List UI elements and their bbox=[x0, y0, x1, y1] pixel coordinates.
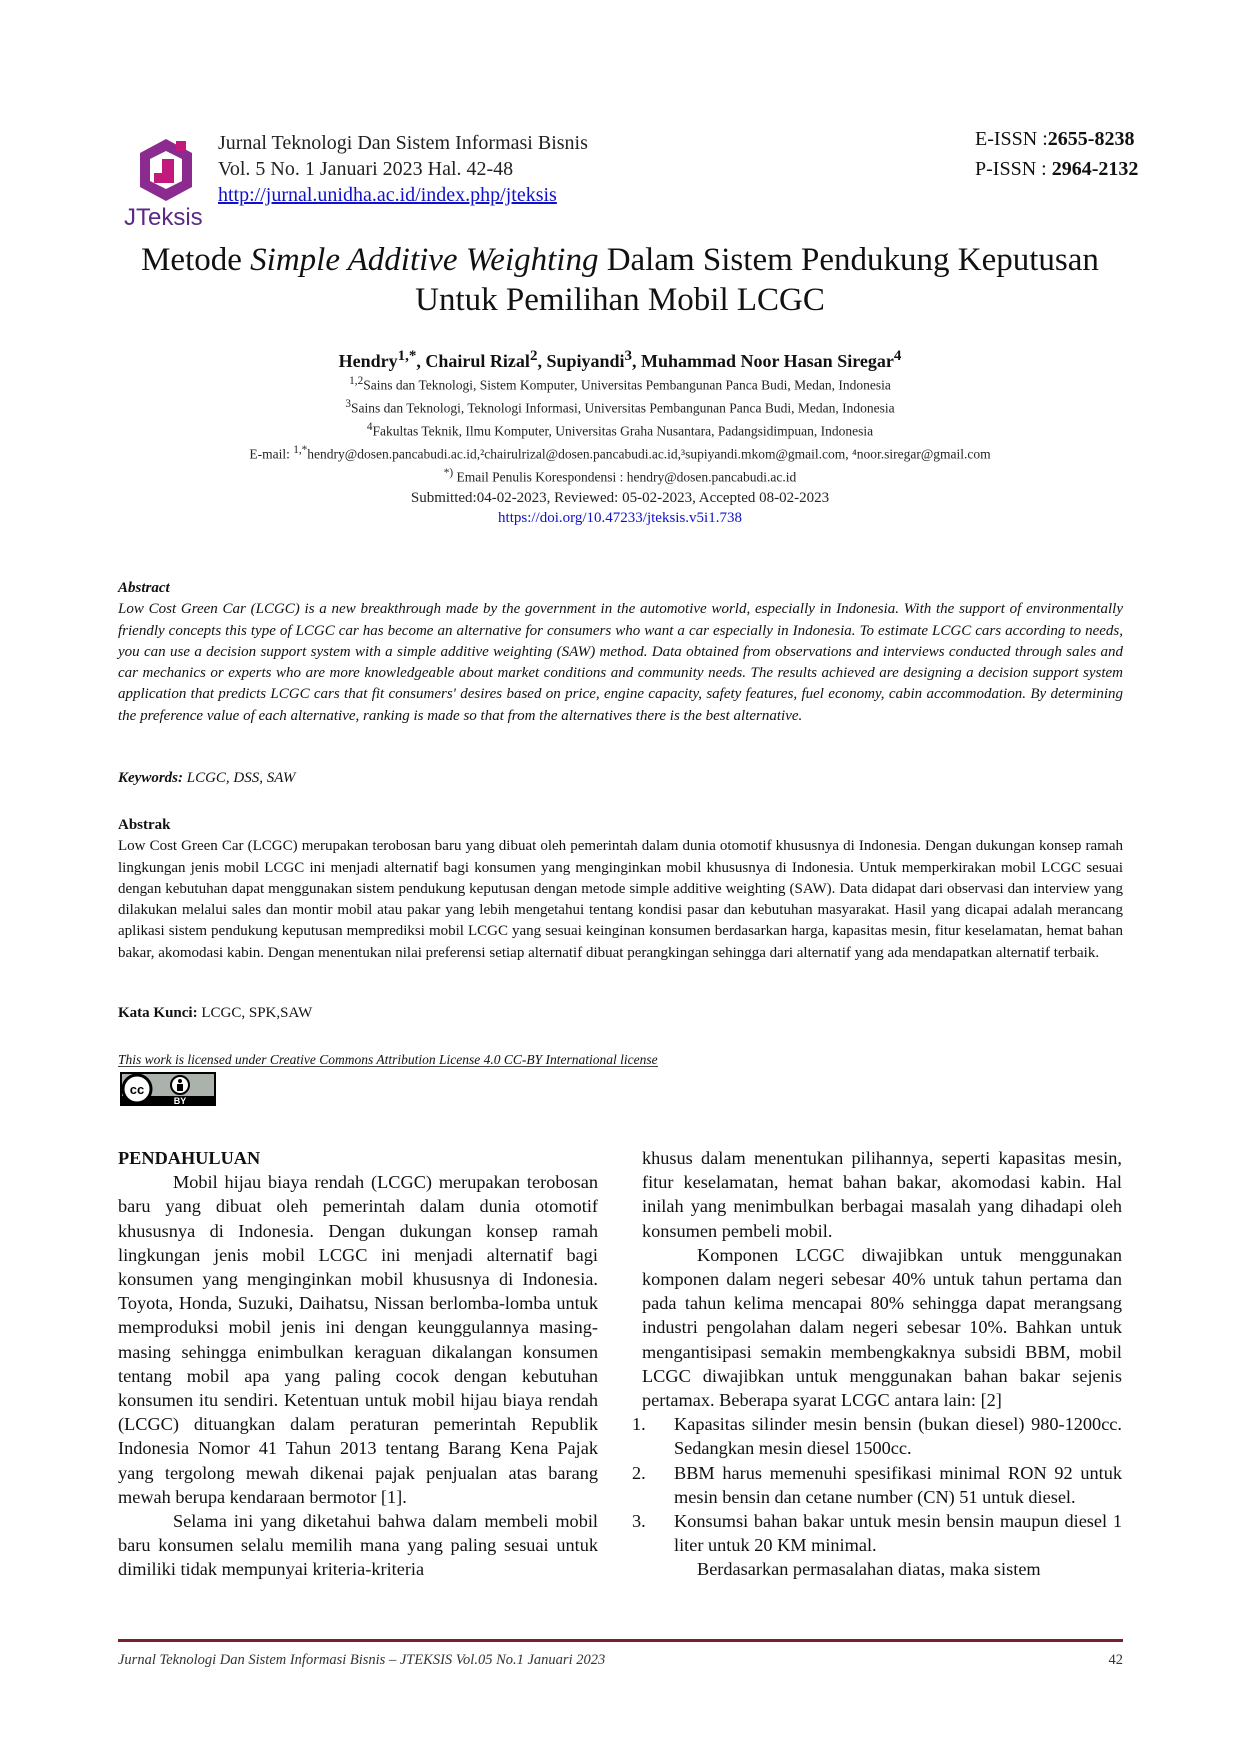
eissn-label: E-ISSN : bbox=[975, 128, 1048, 150]
paper-title bbox=[80, 240, 1160, 320]
aff2-sup: 3 bbox=[345, 398, 352, 410]
body-left-column bbox=[118, 1146, 598, 1582]
logo-text: JTeksis bbox=[124, 204, 203, 231]
corresponding-email: Email Penulis Korespondensi : hendry@dosen.pancabudi.ac.id bbox=[453, 469, 797, 485]
abstrak-body: Low Cost Green Car (LCGC) merupakan terobosan baru yang dibuat oleh pemerintah dalam dunia otomotif khususnya di Indonesia. Dengan dukungan konsep ramah lingkungan jenis mobil LCGC ini menjadi alternatif bagi konsumen yang menginginkan mobil khususnya di Indonesia. Untuk memperkirakan mobil LCGC sesuai dengan kebutuhan dapat menggunakan sistem pendukung keputusan dengan metode simple additive weighting (SAW). Data didapat dari observasi dan interview yang dilakukan melalui sales dan montir mobil atau pakar yang lebih mengetahui tentang kondisi pasar dan kebutuhan masyarakat. Hasil yang dicapai adalah merancang aplikasi sistem pendukung keputusan memprediksi mobil LCGC yang sesuai keinginan konsumen berdasarkan harga, kapasitas mesin, fitur keselamatan, hemat bahan bakar, akomodasi kabin. Dengan menentukan nilai preferensi setiap alternatif dibuat perangkingan sehingga dari alternatif yang ada mendapatkan alternatif terbaik. bbox=[118, 838, 1123, 961]
abstract-indonesian bbox=[118, 815, 1123, 964]
title-line2: Untuk Pemilihan Mobil LCGC bbox=[415, 282, 825, 318]
body-right-column bbox=[632, 1146, 1122, 1582]
list-item bbox=[632, 1461, 1122, 1509]
author-emails: hendry@dosen.pancabudi.ac.id,²chairulrizal@dosen.pancabudi.ac.id,³supiyandi.mkom@gmail.com, ⁴noor.siregar@gmail.com bbox=[307, 446, 991, 462]
list-item bbox=[632, 1412, 1122, 1460]
eissn-value: 2655-8238 bbox=[1047, 128, 1135, 150]
corr-sup: *) bbox=[443, 467, 454, 479]
list-text: BBM harus memenuhi spesifikasi minimal RON 92 untuk mesin bensin dan cetane number (CN) 51 untuk diesel. bbox=[674, 1462, 1122, 1507]
list-text: Konsumsi bahan bakar untuk mesin bensin maupun diesel 1 liter untuk 20 KM minimal. bbox=[674, 1511, 1122, 1556]
section-title-pendahuluan: PENDAHULUAN bbox=[118, 1148, 261, 1168]
title-part1: Metode bbox=[141, 242, 251, 278]
list-text: Kapasitas silinder mesin bensin (bukan diesel) 980-1200cc. Sedangkan mesin diesel 1500cc. bbox=[674, 1414, 1122, 1459]
logo-j-hook bbox=[154, 173, 166, 183]
jteksis-logo bbox=[120, 125, 215, 235]
abstract-english bbox=[118, 578, 1123, 727]
affiliation-3: Fakultas Teknik, Ilmu Komputer, Universitas Graha Nusantara, Padangsidimpuan, Indonesia bbox=[372, 423, 874, 439]
abstrak-heading: Abstrak bbox=[118, 817, 171, 833]
page-number: 42 bbox=[1108, 1652, 1123, 1668]
title-part2: Dalam Sistem Pendukung Keputusan bbox=[598, 242, 1099, 278]
kata-kunci-value: LCGC, SPK,SAW bbox=[197, 1005, 313, 1021]
submission-dates bbox=[80, 488, 1160, 528]
footer-journal-text: Jurnal Teknologi Dan Sistem Informasi Bisnis – JTEKSIS Vol.05 No.1 Januari 2023 bbox=[118, 1652, 606, 1668]
authors bbox=[80, 348, 1160, 372]
affiliation-2: Sains dan Teknologi, Teknologi Informasi, Universitas Pembangunan Panca Budi, Medan, Indonesia bbox=[351, 400, 895, 416]
kata-kunci-label: Kata Kunci: bbox=[118, 1005, 198, 1021]
paragraph: Komponen LCGC diwajibkan untuk menggunakan komponen dalam negeri sebesar 40% untuk tahun pertama dan pada tahun kelima mencapai 80% sehingga dapat merangsang industri pengolahan dalam negeri sebesar 10%. Bahkan untuk mengantisipasi semakin membengkaknya subsidi BBM, mobil LCGC diwajibkan untuk menggunakan bahan bakar sejenis pertamax. Beberapa syarat LCGC antara lain: [2] bbox=[642, 1244, 1122, 1411]
logo-dot bbox=[176, 141, 186, 151]
email-sup: 1,* bbox=[293, 444, 308, 456]
paragraph: Mobil hijau biaya rendah (LCGC) merupakan terobosan baru yang dibuat oleh pemerintah dalam dunia otomotif khususnya di Indonesia. Dengan dukungan konsep ramah lingkungan jenis mobil LCGC ini menjadi alternatif bagi konsumen yang menginginkan mobil khususnya di Indonesia. Toyota, Honda, Suzuki, Daihatsu, Nissan berlomba-lomba untuk memproduksi mobil jenis ini dengan keunggulannya masing-masing sehingga enimbulkan keraguan dikalangan konsumen tentang mobil apa yang paling cocok dengan kebutuhan konsumen itu sendiri. Ketentuan untuk mobil hijau biaya rendah (LCGC) dituangkan dalam peraturan pemerintah Republik Indonesia Nomor 41 Tahun 2013 tentang Barang Kena Pajak yang tergolong mewah dikenai pajak penjualan atas barang mewah berupa kendaraan bermotor [1]. bbox=[118, 1172, 598, 1507]
cc-by-badge[interactable] bbox=[120, 1072, 216, 1106]
title-italic: Simple Additive Weighting bbox=[250, 242, 599, 278]
by-text: BY bbox=[173, 1096, 187, 1106]
by-person-body bbox=[177, 1084, 183, 1091]
email-label: E-mail: bbox=[249, 446, 294, 462]
list-number: 3. bbox=[632, 1511, 646, 1532]
list-number: 2. bbox=[632, 1462, 646, 1483]
footer-rule bbox=[118, 1639, 1123, 1642]
list-number: 1. bbox=[632, 1414, 646, 1435]
abstract-heading: Abstract bbox=[118, 580, 170, 596]
abstract-body: Low Cost Green Car (LCGC) is a new breakthrough made by the government in the automotive world, especially in Indonesia. With the support of environmentally friendly concepts this type of LCGC car has become an alternative for consumers who want a car especially in Indonesia. To estimate LCGC cars according to needs, you can use a decision support system with a simple additive weighting (SAW) method. Data obtained from observations and interviews conducted through sales and car mechanics or experts who are more knowledgeable about market conditions and community needs. The results achieved are designing a decision support system application that predicts LCGC cars that fit consumers' desires based on price, engine capacity, safety features, fuel economy, cabin accommodation. By determining the preference value of each alternative, ranking is made so that from the alternatives there is the best alternative. bbox=[118, 601, 1123, 724]
keywords-label: Keywords: bbox=[118, 770, 183, 786]
paragraph: Berdasarkan permasalahan diatas, maka sistem bbox=[697, 1559, 1041, 1580]
journal-info bbox=[218, 130, 588, 208]
author-4-sup: 4 bbox=[893, 348, 902, 364]
paragraph: khusus dalam menentukan pilihannya, seperti kapasitas mesin, fitur keselamatan, hemat bahan bakar, akomodasi kabin. Hal inilah yang menimbulkan berbagai masalah yang dihadapi oleh konsumen pembeli mobil. bbox=[642, 1148, 1122, 1241]
author-4: , Muhammad Noor Hasan Siregar bbox=[632, 351, 894, 371]
issn-block bbox=[975, 124, 1138, 184]
author-2-sup: 2 bbox=[529, 348, 538, 364]
paragraph: Selama ini yang diketahui bahwa dalam membeli mobil baru konsumen selalu memilih mana yang paling sesuai untuk dimiliki tidak mempunyai kriteria-kriteria bbox=[118, 1511, 598, 1580]
author-1: Hendry bbox=[338, 351, 398, 371]
pissn-label: P-ISSN : bbox=[975, 158, 1052, 180]
journal-volume: Vol. 5 No. 1 Januari 2023 Hal. 42-48 bbox=[218, 158, 514, 180]
journal-url-link[interactable]: http://jurnal.unidha.ac.id/index.php/jteksis bbox=[218, 184, 557, 206]
author-3: , Supiyandi bbox=[537, 351, 625, 371]
keywords-indonesian bbox=[118, 1005, 312, 1022]
doi-link[interactable]: https://doi.org/10.47233/jteksis.v5i1.738 bbox=[498, 510, 742, 526]
keywords-english bbox=[118, 770, 295, 787]
page-footer bbox=[118, 1652, 1123, 1669]
author-1-sup: 1,* bbox=[397, 348, 417, 364]
aff3-sup: 4 bbox=[366, 421, 373, 433]
author-3-sup: 3 bbox=[624, 348, 632, 364]
dates-text: Submitted:04-02-2023, Reviewed: 05-02-2023, Accepted 08-02-2023 bbox=[410, 490, 830, 506]
keywords-value: LCGC, DSS, SAW bbox=[183, 770, 296, 786]
author-2: , Chairul Rizal bbox=[416, 351, 530, 371]
journal-name: Jurnal Teknologi Dan Sistem Informasi Bisnis bbox=[218, 132, 588, 154]
cc-icon-text: cc bbox=[129, 1082, 145, 1097]
lcgc-requirements-list bbox=[632, 1412, 1122, 1557]
affiliations bbox=[80, 372, 1160, 487]
pissn-value: 2964-2132 bbox=[1051, 158, 1139, 180]
license-text[interactable]: This work is licensed under Creative Commons Attribution License 4.0 CC-BY International license bbox=[118, 1052, 658, 1067]
aff1-sup: 1,2 bbox=[349, 375, 364, 387]
by-person-head bbox=[178, 1079, 182, 1083]
list-item bbox=[632, 1509, 1122, 1557]
affiliation-1: Sains dan Teknologi, Sistem Komputer, Universitas Pembangunan Panca Budi, Medan, Indonesia bbox=[363, 377, 891, 393]
